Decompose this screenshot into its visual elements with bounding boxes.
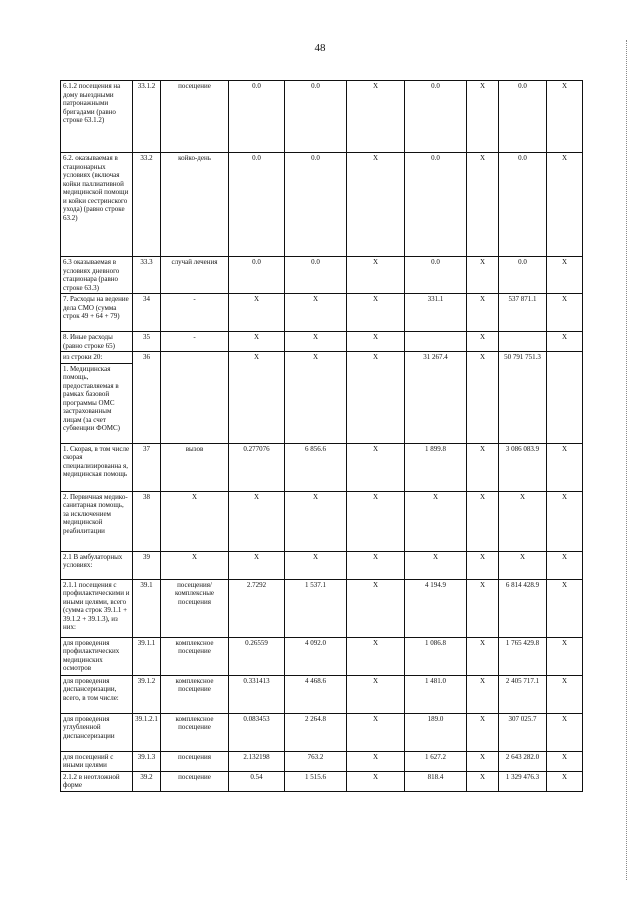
- row-value-cell: X: [229, 332, 285, 352]
- row-value-cell: 4 194.9: [405, 579, 467, 637]
- row-value-cell: 189.0: [405, 713, 467, 751]
- row-value-cell: X: [347, 637, 405, 675]
- row-unit-cell: комплексное посещение: [161, 675, 229, 713]
- row-value-cell: 4 092.0: [285, 637, 347, 675]
- row-value-cell: X: [467, 637, 499, 675]
- row-name-cell: 2. Первичная медико-санитарная помощь, за исключением медицинской реабилитации: [61, 491, 133, 551]
- row-value-cell: X: [547, 637, 583, 675]
- row-value-cell: X: [347, 332, 405, 352]
- table-row: [61, 443, 583, 491]
- row-name-cell: 2.1.1 посещения с профилактическими и иными целями, всего (сумма строк 39.1.1 + 39.1.2 + 39.1.3), из них:: [61, 579, 133, 637]
- row-unit-cell: -: [161, 332, 229, 352]
- row-value-cell: X: [467, 352, 499, 444]
- row-line-number: 39.2: [133, 771, 161, 791]
- row-value-cell: X: [347, 579, 405, 637]
- row-name-cell: для проведения диспансеризации, всего, в том числе:: [61, 675, 133, 713]
- row-value-cell: 2 405 717.1: [499, 675, 547, 713]
- row-value-cell: 0.0: [405, 257, 467, 294]
- row-value-cell: 0.0: [285, 81, 347, 153]
- table-row: [61, 153, 583, 257]
- row-value-cell: X: [547, 332, 583, 352]
- table-row: [61, 713, 583, 751]
- row-value-cell: X: [547, 713, 583, 751]
- row-value-cell: X: [347, 257, 405, 294]
- row-value-cell: X: [499, 491, 547, 551]
- row-name-cell: 6.3 оказываемая в условиях дневного стационара (равно строке 63.3): [61, 257, 133, 294]
- row-name-cell: 6.2. оказываемая в стационарных условиях (включая койки паллиативной медицинской помощи и койки сестринского ухода) (равно строке 63.2): [61, 153, 133, 257]
- row-unit-cell: посещения/комплексные посещения: [161, 579, 229, 637]
- row-value-cell: X: [547, 675, 583, 713]
- row-value-cell: 307 025.7: [499, 713, 547, 751]
- row-value-cell: 1 765 429.8: [499, 637, 547, 675]
- row-value-cell: 763.2: [285, 751, 347, 771]
- row-value-cell: X: [467, 551, 499, 579]
- row-value-cell: X: [467, 713, 499, 751]
- row-value-cell: 1 515.6: [285, 771, 347, 791]
- row-value-cell: 1 537.1: [285, 579, 347, 637]
- table-row: [61, 551, 583, 579]
- row-value-cell: X: [467, 443, 499, 491]
- row-value-cell: X: [467, 771, 499, 791]
- row-value-cell: X: [547, 491, 583, 551]
- row-value-cell: X: [347, 713, 405, 751]
- row-name-cell: для проведения профилактических медицинских осмотров: [61, 637, 133, 675]
- row-value-cell: X: [347, 491, 405, 551]
- row-value-cell: X: [285, 491, 347, 551]
- table-row: [61, 771, 583, 791]
- row-unit-cell: -: [161, 294, 229, 332]
- row-line-number: 33.3: [133, 257, 161, 294]
- row-value-cell: [547, 352, 583, 444]
- row-value-cell: 0.0: [285, 153, 347, 257]
- row-name-cell: 2.1 В амбулаторных условиях:: [61, 551, 133, 579]
- row-name-cell: 1. Медицинская помощь, предоставляемая в рамках базовой программы ОМС застрахованным лицам (за счет субвенции ФОМС): [61, 363, 133, 443]
- row-value-cell: 0.0: [405, 153, 467, 257]
- table-row: [61, 81, 583, 153]
- row-value-cell: 0.083453: [229, 713, 285, 751]
- row-value-cell: X: [405, 551, 467, 579]
- row-value-cell: 0.0: [499, 257, 547, 294]
- row-value-cell: 1 329 476.3: [499, 771, 547, 791]
- row-value-cell: X: [347, 294, 405, 332]
- row-line-number: 37: [133, 443, 161, 491]
- row-value-cell: 6 814 428.9: [499, 579, 547, 637]
- row-value-cell: X: [347, 153, 405, 257]
- table-row: [61, 294, 583, 332]
- row-value-cell: 1 086.8: [405, 637, 467, 675]
- row-value-cell: 537 871.1: [499, 294, 547, 332]
- row-value-cell: X: [347, 551, 405, 579]
- row-value-cell: X: [547, 443, 583, 491]
- row-value-cell: 0.331413: [229, 675, 285, 713]
- row-value-cell: X: [405, 491, 467, 551]
- table-row: [61, 637, 583, 675]
- table-row: [61, 579, 583, 637]
- row-value-cell: [405, 332, 467, 352]
- table-row: [61, 332, 583, 352]
- row-value-cell: X: [547, 257, 583, 294]
- row-value-cell: 0.0: [229, 257, 285, 294]
- row-value-cell: X: [347, 443, 405, 491]
- row-unit-cell: случай лечения: [161, 257, 229, 294]
- row-value-cell: X: [547, 771, 583, 791]
- row-unit-cell: X: [161, 491, 229, 551]
- row-value-cell: X: [229, 294, 285, 332]
- row-value-cell: 2 643 282.0: [499, 751, 547, 771]
- row-value-cell: 1 481.0: [405, 675, 467, 713]
- row-value-cell: 818.4: [405, 771, 467, 791]
- row-value-cell: X: [499, 551, 547, 579]
- row-value-cell: X: [347, 675, 405, 713]
- row-value-cell: 2.132198: [229, 751, 285, 771]
- row-name-cell: 8. Иные расходы (равно строке 65): [61, 332, 133, 352]
- scan-edge-line: [626, 40, 628, 880]
- row-value-cell: X: [229, 551, 285, 579]
- row-line-number: 39.1.2: [133, 675, 161, 713]
- row-unit-cell: [161, 352, 229, 444]
- table-row: [61, 491, 583, 551]
- row-value-cell: X: [467, 81, 499, 153]
- row-value-cell: X: [347, 771, 405, 791]
- table-row: [61, 675, 583, 713]
- row-name-cell: 1. Скорая, в том числе скорая специализированна я, медицинская помощь: [61, 443, 133, 491]
- row-value-cell: X: [467, 294, 499, 332]
- row-value-cell: X: [547, 551, 583, 579]
- row-value-cell: X: [547, 81, 583, 153]
- table-row: [61, 751, 583, 771]
- row-value-cell: 2.7292: [229, 579, 285, 637]
- row-value-cell: X: [467, 332, 499, 352]
- row-name-cell: для проведения углубленной диспансеризации: [61, 713, 133, 751]
- row-name-cell: для посещений с иными целями: [61, 751, 133, 771]
- row-unit-cell: комплексное посещение: [161, 713, 229, 751]
- row-unit-cell: койко-день: [161, 153, 229, 257]
- row-value-cell: X: [467, 579, 499, 637]
- row-name-cell: 2.1.2 в неотложной форме: [61, 771, 133, 791]
- data-table: [60, 80, 583, 792]
- row-value-cell: X: [285, 332, 347, 352]
- row-unit-cell: X: [161, 551, 229, 579]
- row-name-cell: из строки 20:: [61, 352, 133, 364]
- row-line-number: 33.2: [133, 153, 161, 257]
- row-value-cell: X: [547, 579, 583, 637]
- row-value-cell: X: [285, 294, 347, 332]
- row-value-cell: 0.0: [229, 81, 285, 153]
- row-value-cell: 0.54: [229, 771, 285, 791]
- row-unit-cell: комплексное посещение: [161, 637, 229, 675]
- table-row: [61, 257, 583, 294]
- row-value-cell: X: [547, 153, 583, 257]
- row-unit-cell: посещение: [161, 81, 229, 153]
- row-value-cell: 50 791 751.3: [499, 352, 547, 444]
- row-value-cell: X: [467, 257, 499, 294]
- row-value-cell: X: [547, 294, 583, 332]
- row-value-cell: 0.0: [229, 153, 285, 257]
- row-value-cell: X: [467, 751, 499, 771]
- row-line-number: 35: [133, 332, 161, 352]
- row-value-cell: X: [547, 751, 583, 771]
- table-row: [61, 352, 583, 364]
- row-value-cell: [499, 332, 547, 352]
- page-number: 48: [314, 42, 326, 54]
- row-value-cell: 1 899.8: [405, 443, 467, 491]
- row-value-cell: 1 627.2: [405, 751, 467, 771]
- row-name-cell: 7. Расходы на ведение дела СМО (сумма строк 49 + 64 + 79): [61, 294, 133, 332]
- row-value-cell: 6 856.6: [285, 443, 347, 491]
- row-value-cell: 2 264.8: [285, 713, 347, 751]
- row-value-cell: 0.26559: [229, 637, 285, 675]
- row-value-cell: X: [347, 81, 405, 153]
- row-value-cell: X: [229, 352, 285, 444]
- row-value-cell: X: [467, 153, 499, 257]
- row-line-number: 39.1.1: [133, 637, 161, 675]
- row-value-cell: 0.0: [499, 81, 547, 153]
- row-value-cell: 331.1: [405, 294, 467, 332]
- row-value-cell: X: [347, 352, 405, 444]
- row-unit-cell: посещение: [161, 771, 229, 791]
- row-line-number: 33.1.2: [133, 81, 161, 153]
- row-unit-cell: посещения: [161, 751, 229, 771]
- row-value-cell: X: [347, 751, 405, 771]
- row-value-cell: 3 086 083.9: [499, 443, 547, 491]
- row-line-number: 36: [133, 352, 161, 444]
- row-name-cell: 6.1.2 посещения на дому выездными патронажными бригадами (равно строке 63.1.2): [61, 81, 133, 153]
- row-line-number: 38: [133, 491, 161, 551]
- row-value-cell: X: [467, 675, 499, 713]
- row-value-cell: 31 267.4: [405, 352, 467, 444]
- row-value-cell: X: [285, 352, 347, 444]
- row-value-cell: 0.0: [405, 81, 467, 153]
- row-line-number: 39.1.2.1: [133, 713, 161, 751]
- row-line-number: 39.1: [133, 579, 161, 637]
- row-value-cell: X: [467, 491, 499, 551]
- row-value-cell: 0.0: [285, 257, 347, 294]
- row-value-cell: 0.277076: [229, 443, 285, 491]
- row-unit-cell: вызов: [161, 443, 229, 491]
- row-line-number: 39: [133, 551, 161, 579]
- row-value-cell: X: [229, 491, 285, 551]
- row-value-cell: 0.0: [499, 153, 547, 257]
- row-value-cell: 4 468.6: [285, 675, 347, 713]
- row-line-number: 39.1.3: [133, 751, 161, 771]
- row-value-cell: X: [285, 551, 347, 579]
- row-line-number: 34: [133, 294, 161, 332]
